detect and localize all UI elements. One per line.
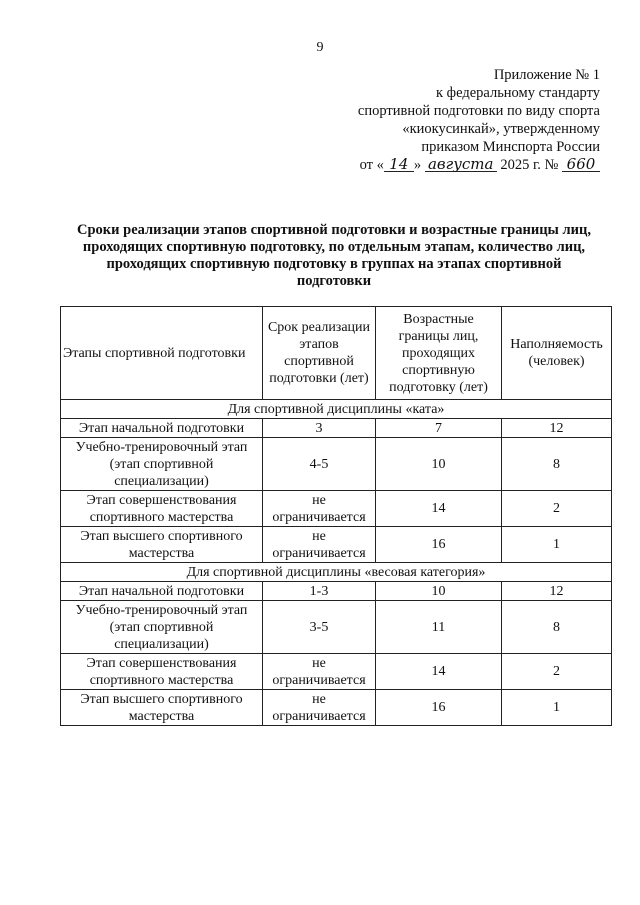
cell-stage: Этап высшего спортивного мастерства: [61, 527, 263, 563]
cell-age: 7: [376, 419, 502, 438]
table-row: [61, 601, 612, 654]
table-row: [61, 491, 612, 527]
title-line: подготовки: [296, 273, 372, 289]
cell-age: 14: [376, 654, 502, 690]
section-row: [61, 563, 612, 582]
cell-count: 2: [502, 491, 612, 527]
cell-term: 3-5: [263, 601, 376, 654]
cell-age: 16: [376, 527, 502, 563]
appendix-line: приказом Минспорта России: [421, 139, 600, 155]
table-header-row: [61, 307, 612, 400]
cell-age: 10: [376, 438, 502, 491]
cell-stage: Этап начальной подготовки: [61, 419, 263, 438]
cell-count: 2: [502, 654, 612, 690]
title-line: проходящих спортивную подготовку, по отдельным этапам, количество лиц,: [82, 239, 586, 255]
cell-term: 3: [263, 419, 376, 438]
cell-term: не ограничивается: [263, 654, 376, 690]
cell-stage: Учебно-тренировочный этап (этап спортивной специализации): [61, 601, 263, 654]
cell-count: 8: [502, 601, 612, 654]
appendix-line: спортивной подготовки по виду спорта: [357, 103, 600, 119]
section-title: Для спортивной дисциплины «ката»: [61, 400, 612, 419]
appendix-line: к федеральному стандарту: [436, 85, 600, 101]
handwritten-month: августа: [425, 157, 497, 172]
table-row: [61, 654, 612, 690]
cell-term: 1-3: [263, 582, 376, 601]
cell-stage: Этап высшего спортивного мастерства: [61, 690, 263, 726]
cell-term: не ограничивается: [263, 527, 376, 563]
appendix-block: [300, 66, 600, 174]
cell-term: не ограничивается: [263, 491, 376, 527]
title-line: Сроки реализации этапов спортивной подготовки и возрастные границы лиц,: [77, 222, 591, 238]
header-term: Срок реализации этапов спортивной подготовки (лет): [263, 307, 376, 400]
cell-count: 1: [502, 690, 612, 726]
cell-count: 12: [502, 419, 612, 438]
cell-stage: Этап начальной подготовки: [61, 582, 263, 601]
document-title: [58, 222, 610, 290]
cell-term: 4-5: [263, 438, 376, 491]
cell-age: 11: [376, 601, 502, 654]
table-row: [61, 438, 612, 491]
cell-age: 10: [376, 582, 502, 601]
cell-count: 8: [502, 438, 612, 491]
date-mid: »: [413, 157, 422, 173]
cell-stage: Этап совершенствования спортивного мастерства: [61, 654, 263, 690]
cell-age: 14: [376, 491, 502, 527]
appendix-line: «киокусинкай», утвержденному: [402, 121, 600, 137]
table-row: [61, 582, 612, 601]
table-row: [61, 690, 612, 726]
header-age: Возрастные границы лиц, проходящих спортивную подготовку (лет): [376, 307, 502, 400]
cell-term: не ограничивается: [263, 690, 376, 726]
header-stages: Этапы спортивной подготовки: [61, 307, 263, 400]
cell-count: 1: [502, 527, 612, 563]
cell-stage: Учебно-тренировочный этап (этап спортивной специализации): [61, 438, 263, 491]
year-text: 2025 г. №: [500, 157, 559, 173]
table-row: [61, 527, 612, 563]
title-line: проходящих спортивную подготовку в группах на этапах спортивной: [106, 256, 562, 272]
stages-table: [60, 306, 612, 726]
date-prefix: от «: [359, 157, 384, 173]
table-row: [61, 419, 612, 438]
cell-age: 16: [376, 690, 502, 726]
handwritten-day: 14: [384, 157, 414, 172]
section-row: [61, 400, 612, 419]
cell-stage: Этап совершенствования спортивного мастерства: [61, 491, 263, 527]
handwritten-order-number: 660: [562, 157, 600, 172]
header-count: Наполняемость (человек): [502, 307, 612, 400]
order-date-line: [300, 156, 600, 174]
section-title: Для спортивной дисциплины «весовая категория»: [61, 563, 612, 582]
appendix-line: Приложение № 1: [493, 67, 600, 83]
cell-count: 12: [502, 582, 612, 601]
page-number: 9: [316, 40, 324, 55]
